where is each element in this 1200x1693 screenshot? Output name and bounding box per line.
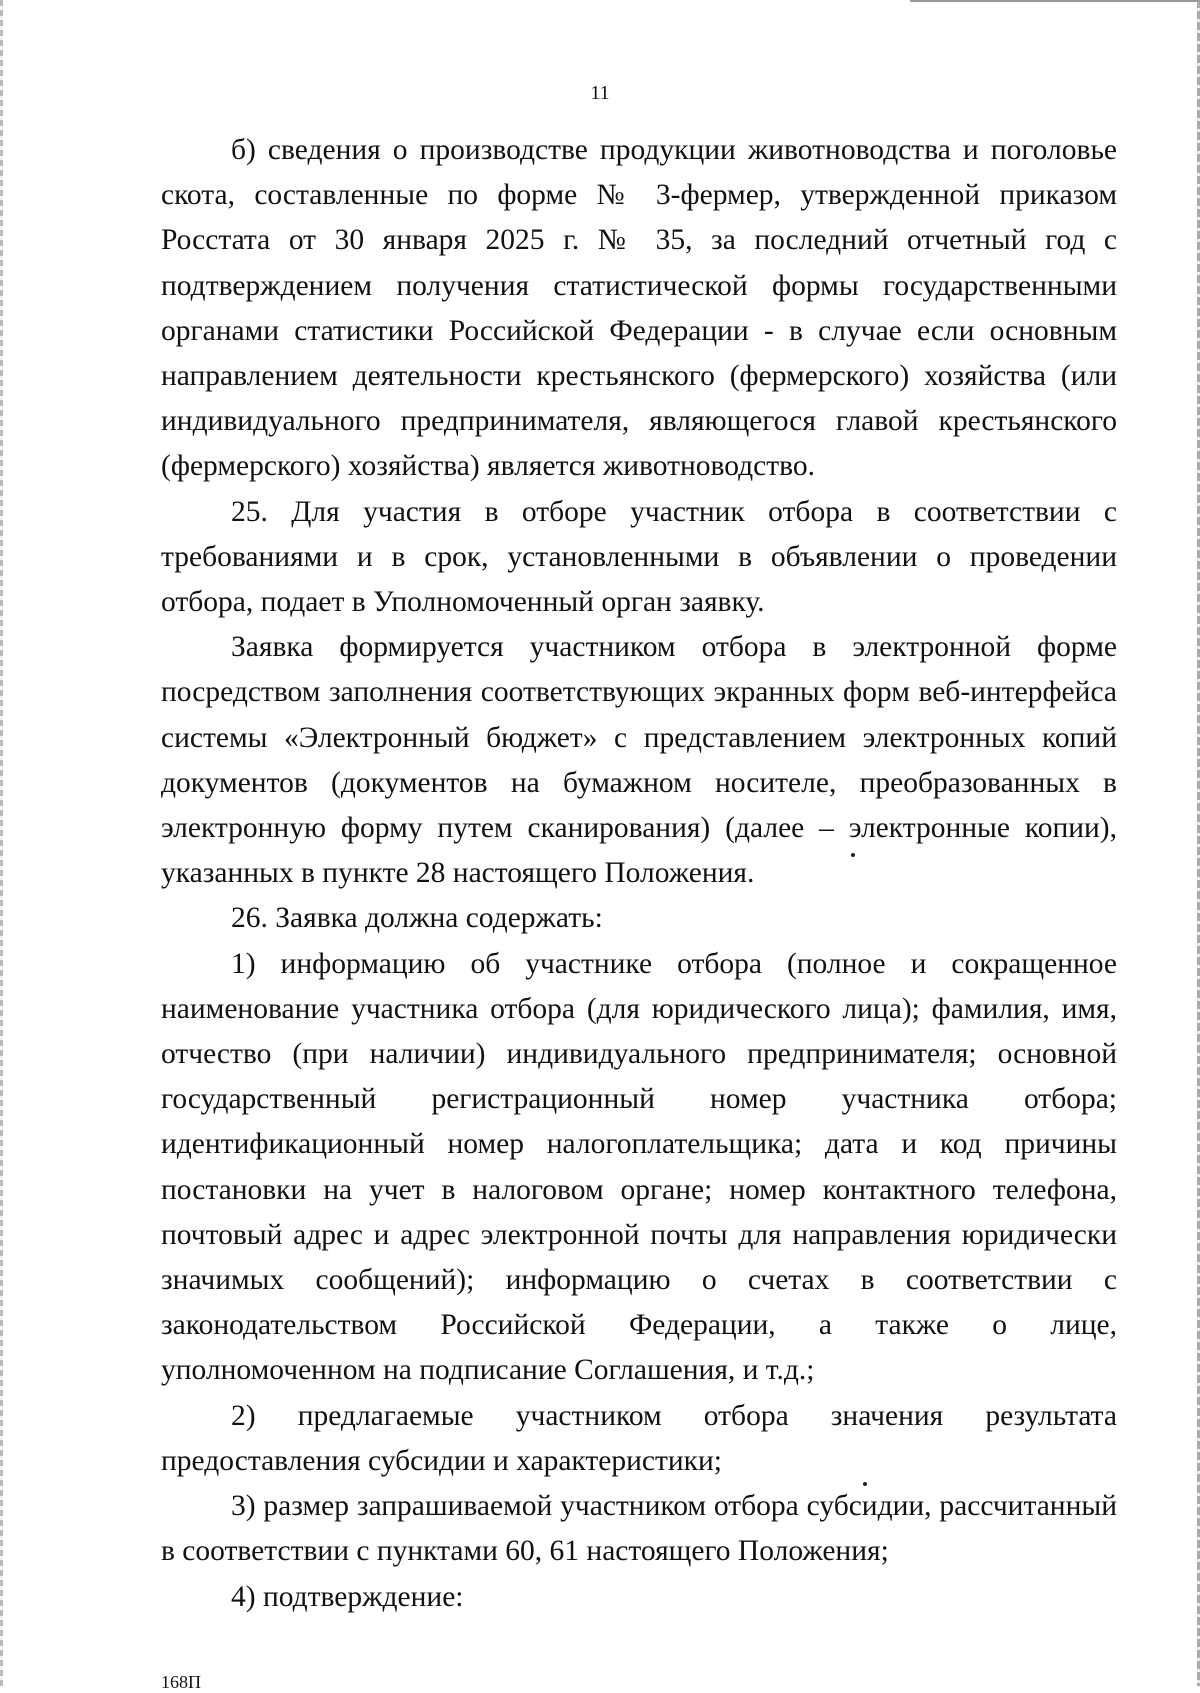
paragraph-2-proposed-results: 2) предлагаемые участником отбора значения результата предоставления субсидии и характеристики;	[161, 1399, 1117, 1477]
scan-speck	[851, 853, 855, 857]
paragraph-3-subsidy-amount: 3) размер запрашиваемой участником отбора субсидии, рассчитанный в соответствии с пунктами 60, 61 настоящего Положения;	[161, 1490, 1117, 1568]
scan-edge-top	[910, 0, 1200, 2]
page-number: 11	[590, 82, 610, 104]
paragraph-1-participant-info: 1) информацию об участнике отбора (полное и сокращенное наименование участника отбора (для юридического лица); фамилия, имя, отчество (при наличии) индивидуального предпринимателя; основной государственный регистрационный номер участника отбора; идентификационный номер налогоплательщика; дата и код причины постановки на учет в налоговом органе; номер контактного телефона, почтовый адрес и адрес электронной почты для направления юридически значимых сообщений); информацию о счетах в соответствии с законодательством Российской Федерации, а также о лице, уполномоченном на подписание Соглашения, и т.д.;	[161, 947, 1117, 1387]
paragraph-b-livestock-info: б) сведения о производстве продукции животноводства и поголовье скота, составленные по форме № 3-фермер, утвержденной приказом Росстата от 30 января 2025 г. № 35, за последний отчетный год с подтверждением получения статистической формы государственными органами статистики Российской Федерации - в случае если основным направлением деятельности крестьянского (фермерского) хозяйства (или индивидуального предпринимателя, являющегося главой крестьянского (фермерского) хозяйства) является животноводство.	[161, 134, 1117, 483]
paragraph-application-electronic-form: Заявка формируется участником отбора в электронной форме посредством заполнения соответствующих экранных форм веб-интерфейса системы «Электронный бюджет» с представлением электронных копий документов (документов на бумажном носителе, преобразованных в электронную форму путем сканирования) (далее – электронные копии), указанных в пункте 28 настоящего Положения.	[161, 631, 1117, 890]
scan-speck	[863, 1482, 867, 1486]
paragraph-4-confirmation: 4) подтверждение:	[231, 1580, 464, 1613]
paragraph-25-application-submission: 25. Для участия в отборе участник отбора в соответствии с требованиями и в срок, установленными в объявлении о проведении отбора, подает в Уполномоченный орган заявку.	[161, 495, 1117, 619]
paragraph-26-application-contents: 26. Заявка должна содержать:	[231, 902, 603, 935]
document-body	[161, 128, 1117, 1620]
footer-document-code: 168П	[161, 1672, 201, 1692]
scan-edge-left	[0, 0, 3, 1686]
